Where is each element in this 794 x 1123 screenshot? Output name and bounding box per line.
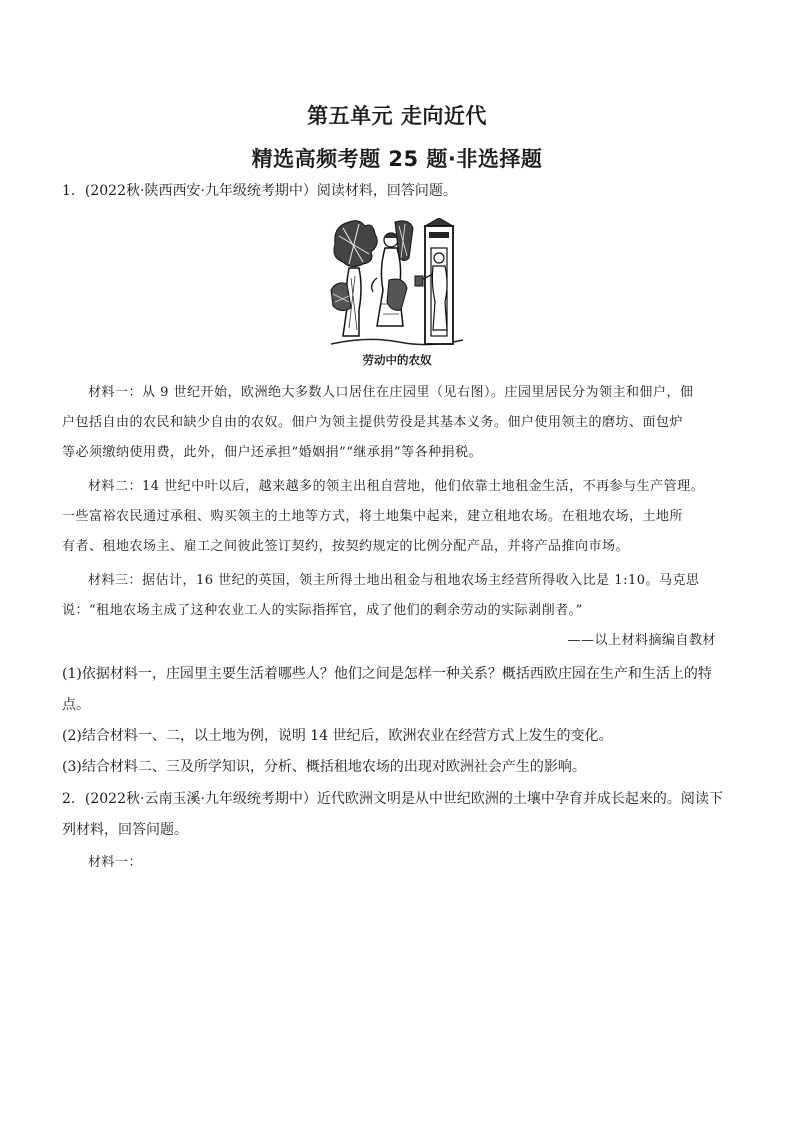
material-1-line-2: 户包括自由的农民和缺少自由的农奴。佃户为领主提供劳役是其基本义务。佃户使用领主的磨坊、面包炉: [62, 415, 684, 430]
material-source: ——以上材料摘编自教材: [567, 633, 716, 648]
material-1-line-1: 材料一：从 9 世纪开始，欧洲绝大多数人口居住在庄园里（见右图）。庄园里居民分为领主和佃户，佃: [88, 385, 694, 400]
serfs-illustration: [329, 218, 465, 368]
page-subtitle: 精选高频考题 25 题·非选择题: [251, 147, 543, 171]
unit-title: 第五单元 走向近代: [307, 104, 487, 128]
serfs-woodcut-image: [329, 218, 465, 350]
question-2-stem-line-2: 列材料，回答问题。: [62, 822, 188, 838]
question-1-part-1-line-1: (1)依据材料一，庄园里主要生活着哪些人？他们之间是怎样一种关系？概括西欧庄园在生产和生活上的特: [62, 666, 712, 682]
material-3-line-1: 材料三：据估计，16 世纪的英国，领主所得土地出租金与租地农场主经营所得收入比是 1:10。马克思: [88, 573, 700, 588]
question-1-part-2: (2)结合材料一、二，以土地为例，说明 14 世纪后，欧洲农业在经营方式上发生的变化。: [62, 728, 613, 744]
figure-caption: 劳动中的农奴: [362, 353, 432, 367]
material-2-line-1: 材料二：14 世纪中叶以后，越来越多的领主出租自营地，他们依靠土地租金生活，不再参与生产管理。: [88, 479, 705, 494]
material-2-line-3: 有者、租地农场主、雇工之间彼此签订契约，按契约规定的比例分配产品，并将产品推向市场。: [62, 539, 630, 554]
material-3-line-2: 说：“租地农场主成了这种农业工人的实际指挥官，成了他们的剩余劳动的实际剥削者。”: [62, 603, 583, 618]
material-2-line-2: 一些富裕农民通过承租、购买领主的土地等方式，将土地集中起来，建立租地农场。在租地农场，土地所: [62, 509, 684, 524]
question-2-material-1: 材料一：: [88, 855, 143, 870]
question-1-part-3: (3)结合材料二、三及所学知识，分析、概括租地农场的出现对欧洲社会产生的影响。: [62, 759, 586, 775]
question-1-stem: 1．(2022秋·陕西西安·九年级统考期中）阅读材料，回答问题。: [62, 183, 457, 199]
material-1-line-3: 等必须缴纳使用费，此外，佃户还承担“婚姻捐”“继承捐”等各种捐税。: [62, 445, 483, 460]
question-1-part-1-line-2: 点。: [62, 697, 90, 713]
question-2-stem-line-1: 2．(2022秋·云南玉溪·九年级统考期中）近代欧洲文明是从中世纪欧洲的土壤中孕育并成长起来的。阅读下: [62, 791, 723, 807]
